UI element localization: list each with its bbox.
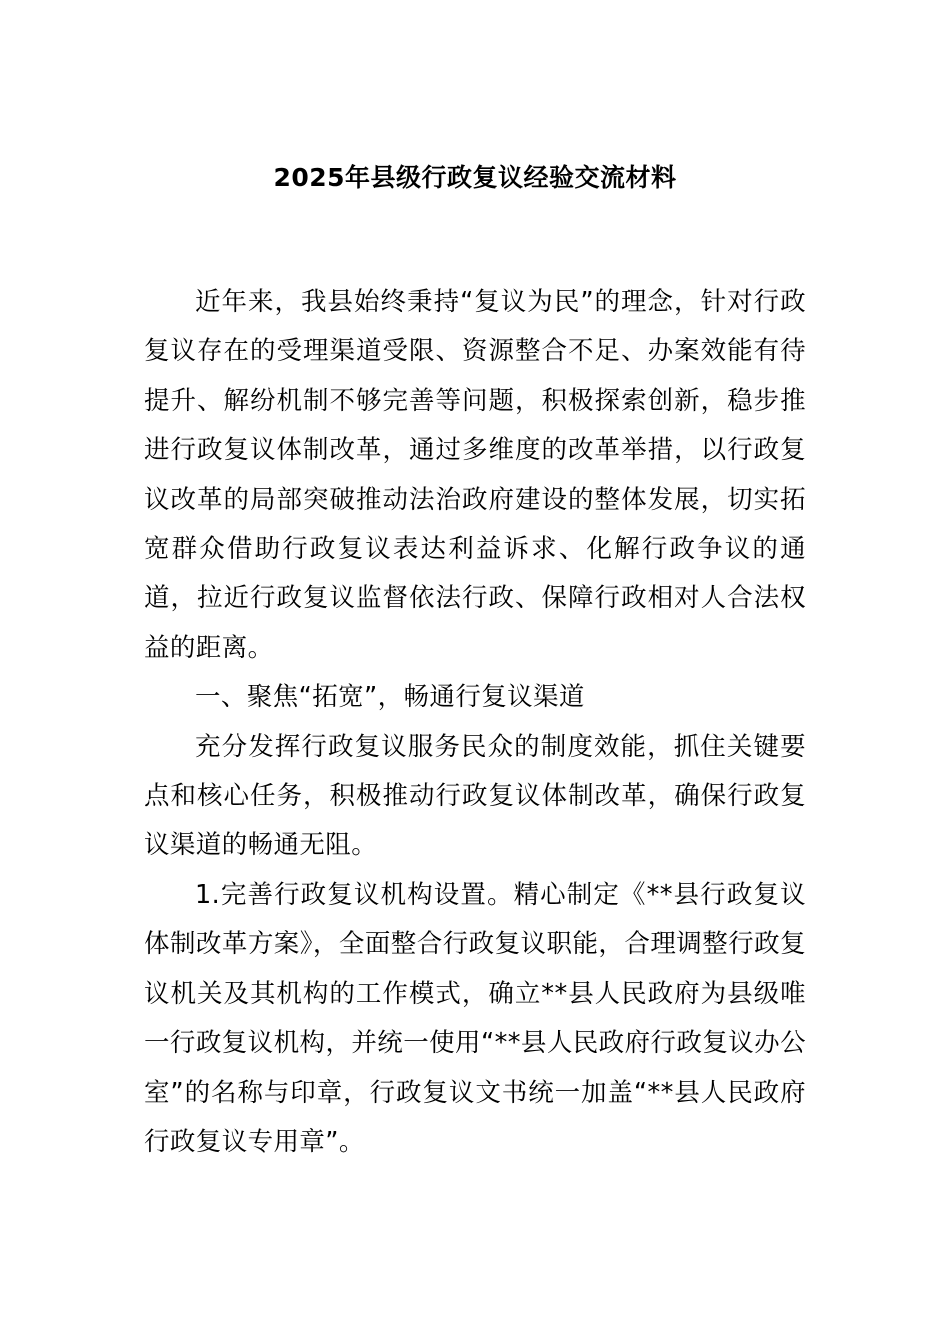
item-1-paragraph: 1.完善行政复议机构设置。精心制定《**县行政复议体制改革方案》，全面整合行政复议职能，合理调整行政复议机关及其机构的工作模式，确立**县人民政府为县级唯一行政复议机构，并统一使用“**县人民政府行政复议办公室”的名称与印章，行政复议文书统一加盖“**县人民政府行政复议专用章”。 <box>144 879 806 1157</box>
document-title: 2025年县级行政复议经验交流材料 <box>273 163 677 192</box>
section-1-paragraph: 充分发挥行政复议服务民众的制度效能，抓住关键要点和核心任务，积极推动行政复议体制改革，确保行政复议渠道的畅通无阻。 <box>144 731 806 861</box>
intro-paragraph: 近年来，我县始终秉持“复议为民”的理念，针对行政复议存在的受理渠道受限、资源整合不足、办案效能有待提升、解纷机制不够完善等问题，积极探索创新，稳步推进行政复议体制改革，通过多维度的改革举措，以行政复议改革的局部突破推动法治政府建设的整体发展，切实拓宽群众借助行政复议表达利益诉求、化解行政争议的通道，拉近行政复议监督依法行政、保障行政相对人合法权益的距离。 <box>144 287 806 663</box>
section-heading-1: 一、聚焦“拓宽”，畅通行复议渠道 <box>195 682 585 713</box>
document-body <box>144 278 806 1167</box>
